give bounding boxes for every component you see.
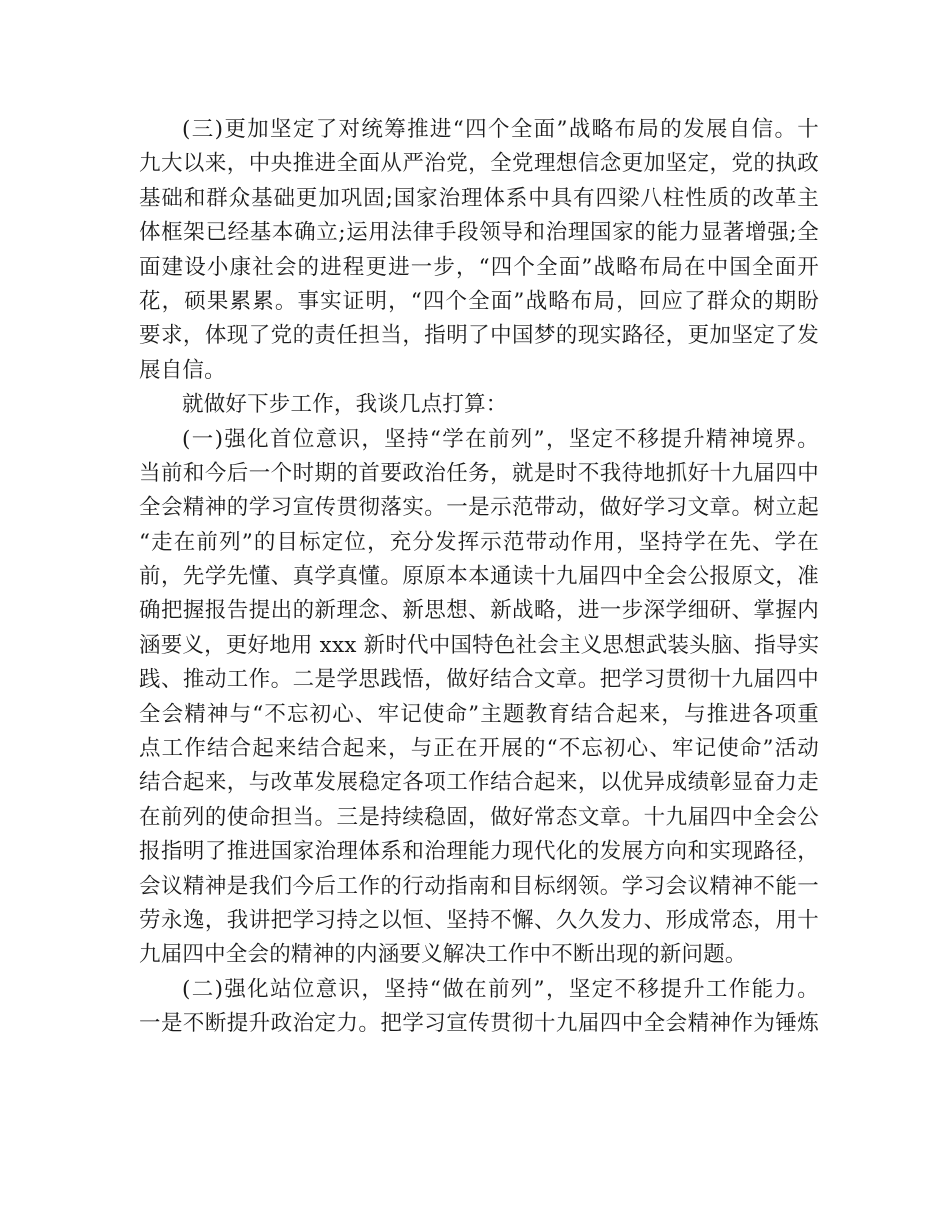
section-1-line-12: 在前列的使命担当。三是持续稳固，做好常态文章。十九届四中全会公 xyxy=(139,804,819,830)
section-1-line-2: 当前和今后一个时期的首要政治任务，就是时不我待地抓好十九届四中 xyxy=(139,460,819,486)
section-1-line-6: 确把握报告提出的新理念、新思想、新战略，进一步深学细研、掌握内 xyxy=(139,598,819,624)
paragraph-3-line-8: 展自信。 xyxy=(139,357,226,383)
section-1-line-16: 九届四中全会的精神的内涵要义解决工作中不断出现的新问题。 xyxy=(139,942,747,968)
paragraph-3-line-3: 基础和群众基础更加巩固;国家治理体系中具有四梁八柱性质的改革主 xyxy=(139,185,819,211)
paragraph-3-line-4: 体框架已经基本确立;运用法律手段领导和治理国家的能力显著增强;全 xyxy=(139,220,819,246)
section-1-line-3: 全会精神的学习宣传贯彻落实。一是示范带动，做好学习文章。树立起 xyxy=(139,495,819,521)
section-1-line-1: (一)强化首位意识，坚持“学在前列”，坚定不移提升精神境界。 xyxy=(182,426,819,452)
section-1-line-9: 全会精神与“不忘初心、牢记使命”主题教育结合起来，与推进各项重 xyxy=(139,701,819,727)
section-1-line-4: “走在前列”的目标定位，充分发挥示范带动作用，坚持学在先、学在 xyxy=(139,529,819,555)
intro-line: 就做好下步工作，我谈几点打算： xyxy=(182,392,508,418)
section-1-line-15: 劳永逸，我讲把学习持之以恒、坚持不懈、久久发力、形成常态，用十 xyxy=(139,907,819,933)
section-2-line-2: 一是不断提升政治定力。把学习宣传贯彻十九届四中全会精神作为锤炼 xyxy=(139,1011,819,1037)
paragraph-3-line-2: 九大以来，中央推进全面从严治党，全党理想信念更加坚定，党的执政 xyxy=(139,151,819,177)
section-2-line-1: (二)强化站位意识，坚持“做在前列”，坚定不移提升工作能力。 xyxy=(182,976,819,1002)
section-1-line-7: 涵要义，更好地用 xxx 新时代中国特色社会主义思想武装头脑、指导实 xyxy=(139,632,820,658)
paragraph-3-line-1: (三)更加坚定了对统筹推进“四个全面”战略布局的发展自信。十 xyxy=(182,117,819,142)
section-1-line-11: 结合起来，与改革发展稳定各项工作结合起来，以优异成绩彰显奋力走 xyxy=(139,770,819,796)
section-1-line-5: 前，先学先懂、真学真懂。原原本本通读十九届四中全会公报原文，准 xyxy=(139,564,819,590)
section-1-line-8: 践、推动工作。二是学思践悟，做好结合文章。把学习贯彻十九届四中 xyxy=(139,667,819,693)
section-1-line-13: 报指明了推进国家治理体系和治理能力现代化的发展方向和实现路径， xyxy=(139,839,819,865)
document-body xyxy=(139,113,819,1042)
section-1-line-10: 点工作结合起来结合起来，与正在开展的“不忘初心、牢记使命”活动 xyxy=(139,736,819,762)
paragraph-3-line-5: 面建设小康社会的进程更进一步，“四个全面”战略布局在中国全面开 xyxy=(139,254,819,280)
paragraph-3-line-7: 要求，体现了党的责任担当，指明了中国梦的现实路径，更加坚定了发 xyxy=(139,323,819,349)
paragraph-3-line-6: 花，硕果累累。事实证明，“四个全面”战略布局，回应了群众的期盼 xyxy=(139,288,819,314)
section-1-line-14: 会议精神是我们今后工作的行动指南和目标纲领。学习会议精神不能一 xyxy=(139,873,819,899)
